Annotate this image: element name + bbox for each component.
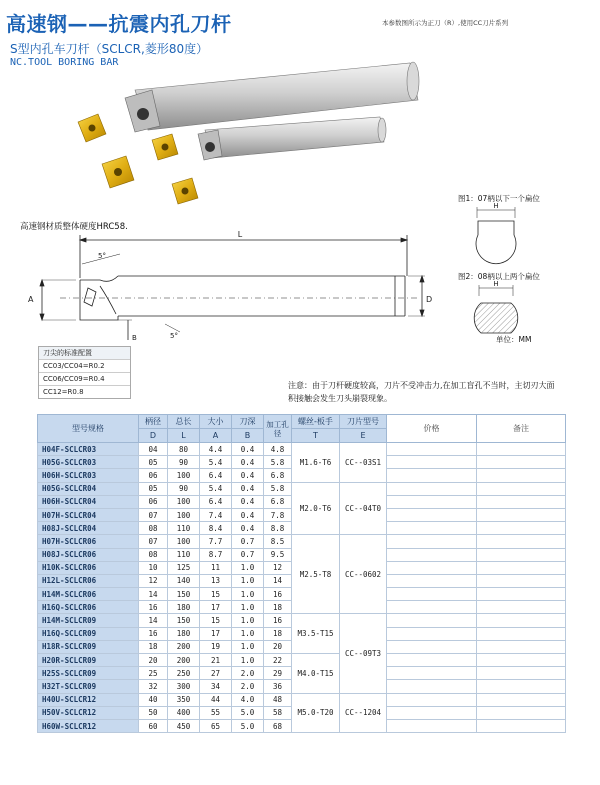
label-A: A xyxy=(28,295,34,304)
table-row xyxy=(38,443,566,456)
insert-group-cell: CC--09T3 xyxy=(340,614,387,693)
value-cell: 300 xyxy=(168,680,200,693)
header-remark: 备注 xyxy=(477,415,566,443)
price-cell xyxy=(387,443,477,456)
remark-cell xyxy=(477,680,566,693)
header-length: 总长 xyxy=(168,415,200,429)
value-cell: 17 xyxy=(200,627,232,640)
value-cell: 8.8 xyxy=(264,522,292,535)
model-cell: H16Q-SCLCR09 xyxy=(38,627,139,640)
value-cell: 6.4 xyxy=(200,495,232,508)
value-cell: 15 xyxy=(200,614,232,627)
technical-drawing xyxy=(20,228,440,348)
model-cell: H14M-SCLCR06 xyxy=(38,588,139,601)
header-shank: 柄径 xyxy=(139,415,168,429)
value-cell: 0.4 xyxy=(232,456,264,469)
label-H1: H xyxy=(493,203,499,210)
price-cell xyxy=(387,719,477,732)
value-cell: 15 xyxy=(200,588,232,601)
price-cell xyxy=(387,601,477,614)
remark-cell xyxy=(477,508,566,521)
value-cell: 9.5 xyxy=(264,548,292,561)
value-cell: 5.4 xyxy=(200,482,232,495)
figure1-caption: 图1：07柄以下一个扁位 xyxy=(458,194,540,203)
header-sym-A: A xyxy=(200,429,232,443)
value-cell: 1.0 xyxy=(232,640,264,653)
value-cell: 1.0 xyxy=(232,614,264,627)
insert-group-cell: CC--0602 xyxy=(340,535,387,614)
value-cell: 8.4 xyxy=(200,522,232,535)
value-cell: 16 xyxy=(264,614,292,627)
value-cell: 11 xyxy=(200,561,232,574)
model-cell: H40U-SCLCR12 xyxy=(38,693,139,706)
value-cell: 7.7 xyxy=(200,535,232,548)
price-cell xyxy=(387,680,477,693)
value-cell: 150 xyxy=(168,588,200,601)
value-cell: 60 xyxy=(139,719,168,732)
remark-cell xyxy=(477,482,566,495)
screw-group-cell: M1.6-T6 xyxy=(292,443,340,483)
screw-group-cell: M3.5-T15 xyxy=(292,614,340,654)
value-cell: 0.4 xyxy=(232,469,264,482)
value-cell: 21 xyxy=(200,654,232,667)
price-cell xyxy=(387,522,477,535)
value-cell: 18 xyxy=(139,640,168,653)
remark-cell xyxy=(477,667,566,680)
label-L: L xyxy=(237,230,243,239)
value-cell: 5.8 xyxy=(264,482,292,495)
value-cell: 14 xyxy=(139,588,168,601)
value-cell: 05 xyxy=(139,456,168,469)
price-cell xyxy=(387,588,477,601)
boring-bar-small xyxy=(198,117,386,160)
label-D: D xyxy=(426,295,433,304)
value-cell: 68 xyxy=(264,719,292,732)
tip-config-row: CC12=R0.8 xyxy=(39,385,130,398)
value-cell: 1.0 xyxy=(232,654,264,667)
value-cell: 55 xyxy=(200,706,232,719)
value-cell: 450 xyxy=(168,719,200,732)
remark-cell xyxy=(477,535,566,548)
value-cell: 48 xyxy=(264,693,292,706)
price-cell xyxy=(387,667,477,680)
value-cell: 18 xyxy=(264,627,292,640)
remark-cell xyxy=(477,548,566,561)
value-cell: 08 xyxy=(139,522,168,535)
remark-cell xyxy=(477,706,566,719)
price-cell xyxy=(387,574,477,587)
value-cell: 6.4 xyxy=(200,469,232,482)
table-row xyxy=(38,614,566,627)
value-cell: 2.0 xyxy=(232,680,264,693)
value-cell: 100 xyxy=(168,508,200,521)
model-cell: H08J-SCLCR04 xyxy=(38,522,139,535)
value-cell: 19 xyxy=(200,640,232,653)
value-cell: 200 xyxy=(168,654,200,667)
value-cell: 36 xyxy=(264,680,292,693)
value-cell: 10 xyxy=(139,561,168,574)
value-cell: 8.5 xyxy=(264,535,292,548)
value-cell: 17 xyxy=(200,601,232,614)
value-cell: 0.7 xyxy=(232,548,264,561)
value-cell: 0.4 xyxy=(232,443,264,456)
value-cell: 29 xyxy=(264,667,292,680)
value-cell: 22 xyxy=(264,654,292,667)
remark-cell xyxy=(477,522,566,535)
value-cell: 400 xyxy=(168,706,200,719)
value-cell: 0.4 xyxy=(232,495,264,508)
price-cell xyxy=(387,548,477,561)
remark-cell xyxy=(477,601,566,614)
model-cell: H06H-SCLCR03 xyxy=(38,469,139,482)
value-cell: 32 xyxy=(139,680,168,693)
value-cell: 06 xyxy=(139,469,168,482)
model-cell: H07H-SCLCR06 xyxy=(38,535,139,548)
value-cell: 27 xyxy=(200,667,232,680)
value-cell: 25 xyxy=(139,667,168,680)
remark-cell xyxy=(477,719,566,732)
price-cell xyxy=(387,614,477,627)
model-cell: H25S-SCLCR09 xyxy=(38,667,139,680)
page-subtitle: S型内孔车刀杆（SCLCR,菱形80度） xyxy=(10,42,209,56)
value-cell: 16 xyxy=(139,601,168,614)
price-cell xyxy=(387,508,477,521)
screw-group-cell: M5.0-T20 xyxy=(292,693,340,733)
value-cell: 180 xyxy=(168,601,200,614)
angle-label-2: 5° xyxy=(170,332,178,340)
value-cell: 44 xyxy=(200,693,232,706)
spec-table xyxy=(37,414,566,733)
value-cell: 5.0 xyxy=(232,706,264,719)
model-cell: H16Q-SCLCR06 xyxy=(38,601,139,614)
model-cell: H10K-SCLCR06 xyxy=(38,561,139,574)
value-cell: 100 xyxy=(168,469,200,482)
remark-cell xyxy=(477,574,566,587)
product-photo xyxy=(40,60,460,215)
table-row xyxy=(38,535,566,548)
remark-cell xyxy=(477,561,566,574)
cross-section-1 xyxy=(465,203,535,268)
table-row xyxy=(38,482,566,495)
value-cell: 100 xyxy=(168,495,200,508)
angle-label-1: 5° xyxy=(98,252,106,260)
remark-cell xyxy=(477,495,566,508)
remark-cell xyxy=(477,469,566,482)
model-cell: H06H-SCLCR04 xyxy=(38,495,139,508)
value-cell: 0.7 xyxy=(232,535,264,548)
remark-cell xyxy=(477,654,566,667)
value-cell: 2.0 xyxy=(232,667,264,680)
model-cell: H05G-SCLCR03 xyxy=(38,456,139,469)
value-cell: 65 xyxy=(200,719,232,732)
value-cell: 8.7 xyxy=(200,548,232,561)
figure2-caption: 图2：08柄以上两个扁位 xyxy=(458,272,540,281)
value-cell: 07 xyxy=(139,508,168,521)
header-price: 价格 xyxy=(387,415,477,443)
value-cell: 1.0 xyxy=(232,627,264,640)
value-cell: 1.0 xyxy=(232,601,264,614)
value-cell: 4.0 xyxy=(232,693,264,706)
value-cell: 14 xyxy=(264,574,292,587)
header-sym-L: L xyxy=(168,429,200,443)
page-subtitle-en: NC.TOOL BORING BAR xyxy=(10,57,119,68)
value-cell: 7.4 xyxy=(200,508,232,521)
value-cell: 34 xyxy=(200,680,232,693)
value-cell: 1.0 xyxy=(232,574,264,587)
value-cell: 50 xyxy=(139,706,168,719)
value-cell: 20 xyxy=(264,640,292,653)
model-cell: H32T-SCLCR09 xyxy=(38,680,139,693)
price-cell xyxy=(387,482,477,495)
remark-cell xyxy=(477,614,566,627)
insert-group-cell: CC--04T0 xyxy=(340,482,387,535)
table-row xyxy=(38,654,566,667)
value-cell: 6.8 xyxy=(264,469,292,482)
price-cell xyxy=(387,469,477,482)
remark-cell xyxy=(477,640,566,653)
remark-cell xyxy=(477,588,566,601)
model-cell: H60W-SCLCR12 xyxy=(38,719,139,732)
insert-note: 本参数图所示为正刀（R）,使用CC刀片系列 xyxy=(382,19,509,27)
value-cell: 4.4 xyxy=(200,443,232,456)
model-cell: H18R-SCLCR09 xyxy=(38,640,139,653)
value-cell: 200 xyxy=(168,640,200,653)
label-B: B xyxy=(132,334,137,342)
value-cell: 16 xyxy=(264,588,292,601)
value-cell: 20 xyxy=(139,654,168,667)
model-cell: H07H-SCLCR04 xyxy=(38,508,139,521)
price-cell xyxy=(387,495,477,508)
model-cell: H20R-SCLCR09 xyxy=(38,654,139,667)
screw-group-cell: M2.0-T6 xyxy=(292,482,340,535)
header-sym-E: E xyxy=(340,429,387,443)
price-cell xyxy=(387,627,477,640)
header-screw: 螺丝-板手 xyxy=(292,415,340,429)
remark-cell xyxy=(477,693,566,706)
price-cell xyxy=(387,654,477,667)
tip-config-title: 刀尖的标准配置 xyxy=(39,347,130,359)
value-cell: 16 xyxy=(139,627,168,640)
value-cell: 350 xyxy=(168,693,200,706)
price-cell xyxy=(387,693,477,706)
tip-config-box xyxy=(38,346,131,399)
value-cell: 6.8 xyxy=(264,495,292,508)
value-cell: 40 xyxy=(139,693,168,706)
value-cell: 125 xyxy=(168,561,200,574)
insert-group-cell: CC--03S1 xyxy=(340,443,387,483)
value-cell: 18 xyxy=(264,601,292,614)
screw-group-cell: M2.5-T8 xyxy=(292,535,340,614)
value-cell: 5.8 xyxy=(264,456,292,469)
value-cell: 12 xyxy=(139,574,168,587)
price-cell xyxy=(387,640,477,653)
value-cell: 140 xyxy=(168,574,200,587)
value-cell: 07 xyxy=(139,535,168,548)
value-cell: 5.4 xyxy=(200,456,232,469)
unit-label: 单位：MM xyxy=(496,335,532,344)
model-cell: H08J-SCLCR06 xyxy=(38,548,139,561)
screw-group-cell: M4.0-T15 xyxy=(292,654,340,694)
value-cell: 5.0 xyxy=(232,719,264,732)
value-cell: 0.4 xyxy=(232,482,264,495)
table-row xyxy=(38,693,566,706)
price-cell xyxy=(387,456,477,469)
header-bore: 加工孔径 xyxy=(264,415,292,443)
warning-note: 注意：由于刀杆硬度较高，刀片不受冲击力,在加工盲孔不当时，主切刃大面积接触会发生刀头崩裂现象。 xyxy=(288,381,555,403)
hardness-note: 高速钢材质整体硬度HRC58. xyxy=(20,222,128,232)
value-cell: 80 xyxy=(168,443,200,456)
header-sym-T: T xyxy=(292,429,340,443)
value-cell: 4.8 xyxy=(264,443,292,456)
value-cell: 110 xyxy=(168,548,200,561)
value-cell: 06 xyxy=(139,495,168,508)
price-cell xyxy=(387,561,477,574)
value-cell: 14 xyxy=(139,614,168,627)
value-cell: 1.0 xyxy=(232,561,264,574)
model-cell: H04F-SCLCR03 xyxy=(38,443,139,456)
label-H2: H xyxy=(493,281,499,288)
value-cell: 12 xyxy=(264,561,292,574)
value-cell: 13 xyxy=(200,574,232,587)
value-cell: 1.0 xyxy=(232,588,264,601)
remark-cell xyxy=(477,443,566,456)
model-cell: H50V-SCLCR12 xyxy=(38,706,139,719)
value-cell: 08 xyxy=(139,548,168,561)
header-sym-D: D xyxy=(139,429,168,443)
model-cell: H12L-SCLCR06 xyxy=(38,574,139,587)
remark-cell xyxy=(477,627,566,640)
value-cell: 90 xyxy=(168,482,200,495)
value-cell: 58 xyxy=(264,706,292,719)
value-cell: 180 xyxy=(168,627,200,640)
value-cell: 0.4 xyxy=(232,522,264,535)
model-cell: H05G-SCLCR04 xyxy=(38,482,139,495)
header-size: 大小 xyxy=(200,415,232,429)
header-model: 型号规格 xyxy=(38,415,139,443)
value-cell: 250 xyxy=(168,667,200,680)
value-cell: 7.8 xyxy=(264,508,292,521)
insert-group-cell: CC--1204 xyxy=(340,693,387,733)
price-cell xyxy=(387,706,477,719)
value-cell: 0.4 xyxy=(232,508,264,521)
model-cell: H14M-SCLCR09 xyxy=(38,614,139,627)
value-cell: 110 xyxy=(168,522,200,535)
value-cell: 05 xyxy=(139,482,168,495)
remark-cell xyxy=(477,456,566,469)
header-insert: 刀片型号 xyxy=(340,415,387,429)
value-cell: 150 xyxy=(168,614,200,627)
value-cell: 90 xyxy=(168,456,200,469)
value-cell: 100 xyxy=(168,535,200,548)
tip-config-row: CC06/CC09=R0.4 xyxy=(39,372,130,385)
header-sym-B: B xyxy=(232,429,264,443)
price-cell xyxy=(387,535,477,548)
tip-config-row: CC03/CC04=R0.2 xyxy=(39,359,130,372)
value-cell: 04 xyxy=(139,443,168,456)
page-title: 高速钢——抗震内孔刀杆 xyxy=(6,12,232,36)
header-depth: 刀深 xyxy=(232,415,264,429)
